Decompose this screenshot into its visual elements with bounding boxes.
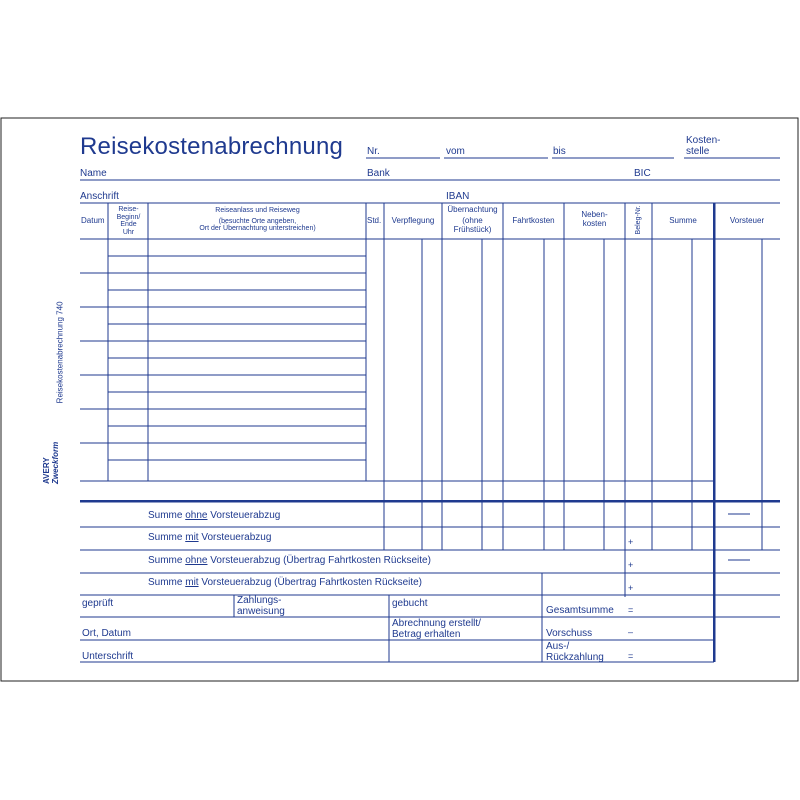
sum-row-ohne-emph: ohne: [185, 510, 208, 521]
col-summe: Summe: [669, 216, 697, 225]
col-reise-line-3: Ende: [120, 221, 137, 229]
col-nebenkosten-line-1: Neben-: [581, 210, 608, 219]
col-reise-line-1: Reise-: [118, 206, 139, 213]
geprueft-label: geprüft: [82, 598, 114, 609]
sum-row-ohne-uebertrag-suffix: Vorsteuerabzug (Übertrag Fahrtkosten Rückseite): [207, 555, 431, 566]
equals-sign-1: =: [628, 605, 634, 615]
col-uebernachtung-line-3: Frühstück): [453, 224, 492, 234]
sum-row-mit-suffix: Vorsteuerabzug: [198, 532, 272, 543]
abrechnung-line-2: Betrag erhalten: [392, 629, 461, 640]
plus-sign-3: +: [628, 583, 634, 593]
col-reiseanlass-line-3: Ort der Übernachtung unterstreichen): [199, 225, 316, 233]
col-reiseanlass-line-1: Reiseanlass und Reiseweg: [215, 207, 300, 214]
col-uebernachtung: [442, 206, 503, 234]
gesamtsumme-label: Gesamtsumme: [546, 605, 614, 616]
sum-row-ohne-suffix: Vorsteuerabzug: [207, 510, 281, 521]
bis-label: bis: [553, 146, 566, 157]
kostenstelle-label-1: Kosten-: [686, 135, 721, 146]
brand-zweckform: Zweckform: [51, 441, 60, 484]
col-std: Std.: [367, 216, 382, 225]
form-number-vertical: Reisekostenabrechnung 740: [55, 301, 65, 404]
col-uebernachtung-line-1: Übernachtung: [447, 205, 498, 214]
sum-row-ohne: [148, 510, 280, 521]
col-vorsteuer: Vorsteuer: [729, 216, 765, 225]
brand-avery: AVERY: [42, 457, 51, 484]
col-beleg-nr: Beleg-Nr.: [635, 205, 643, 235]
rueckzahlung-line-1: Aus-/: [546, 641, 570, 652]
equals-sign-2: =: [628, 651, 634, 661]
unterschrift-label: Unterschrift: [82, 651, 134, 662]
col-datum: Datum: [81, 216, 105, 225]
abrechnung-label: [392, 618, 481, 640]
zahlungsanweisung-line-1: Zahlungs-: [237, 595, 282, 606]
col-reise-line-2: Beginn/: [116, 213, 141, 221]
form-title: Reisekostenabrechnung: [80, 133, 344, 160]
col-nebenkosten: [564, 211, 625, 229]
avery-zweckform-logo: [40, 430, 70, 486]
sum-row-mit-uebertrag-emph: mit: [185, 577, 199, 588]
sum-row-mit: [148, 532, 271, 543]
nr-label: Nr.: [367, 146, 380, 157]
minus-sign: –: [628, 627, 634, 637]
zahlungsanweisung-line-2: anweisung: [237, 606, 285, 617]
bank-label: Bank: [367, 168, 390, 179]
vom-label: vom: [446, 146, 465, 157]
sum-row-ohne-uebertrag: [148, 555, 431, 566]
col-reiseanlass: [149, 207, 366, 233]
zahlungsanweisung-label: [237, 595, 285, 617]
col-reise-line-4: Uhr: [122, 229, 135, 237]
sum-row-mit-uebertrag-prefix: Summe: [148, 577, 186, 588]
sum-row-ohne-uebertrag-prefix: Summe: [148, 555, 186, 566]
sum-row-mit-uebertrag: [148, 577, 422, 588]
bic-label: BIC: [634, 168, 651, 179]
rueckzahlung-label: [546, 641, 604, 663]
sum-row-ohne-uebertrag-emph: ohne: [185, 555, 208, 566]
col-fahrtkosten: Fahrtkosten: [512, 216, 555, 225]
plus-sign-1: +: [628, 537, 634, 547]
rueckzahlung-line-2: Rückzahlung: [546, 652, 604, 663]
sum-row-mit-prefix: Summe: [148, 532, 186, 543]
plus-sign-2: +: [628, 560, 634, 570]
gebucht-label: gebucht: [392, 598, 428, 609]
iban-label: IBAN: [446, 191, 470, 202]
col-nebenkosten-line-2: kosten: [582, 218, 607, 228]
col-reiseanlass-line-2: (besuchte Orte angeben,: [218, 217, 297, 225]
anschrift-label: Anschrift: [80, 191, 119, 202]
vorschuss-label: Vorschuss: [546, 628, 593, 639]
name-label: Name: [80, 168, 107, 179]
abrechnung-line-1: Abrechnung erstellt/: [392, 618, 481, 629]
col-verpflegung: Verpflegung: [391, 216, 435, 225]
sum-row-ohne-prefix: Summe: [148, 510, 186, 521]
ort-datum-label: Ort, Datum: [82, 628, 131, 639]
sum-row-mit-uebertrag-suffix: Vorsteuerabzug (Übertrag Fahrtkosten Rückseite): [198, 577, 423, 588]
kostenstelle-label-2: stelle: [686, 146, 710, 157]
col-reise: [109, 206, 148, 237]
col-uebernachtung-line-2: (ohne: [462, 215, 483, 225]
sum-row-mit-emph: mit: [185, 532, 199, 543]
